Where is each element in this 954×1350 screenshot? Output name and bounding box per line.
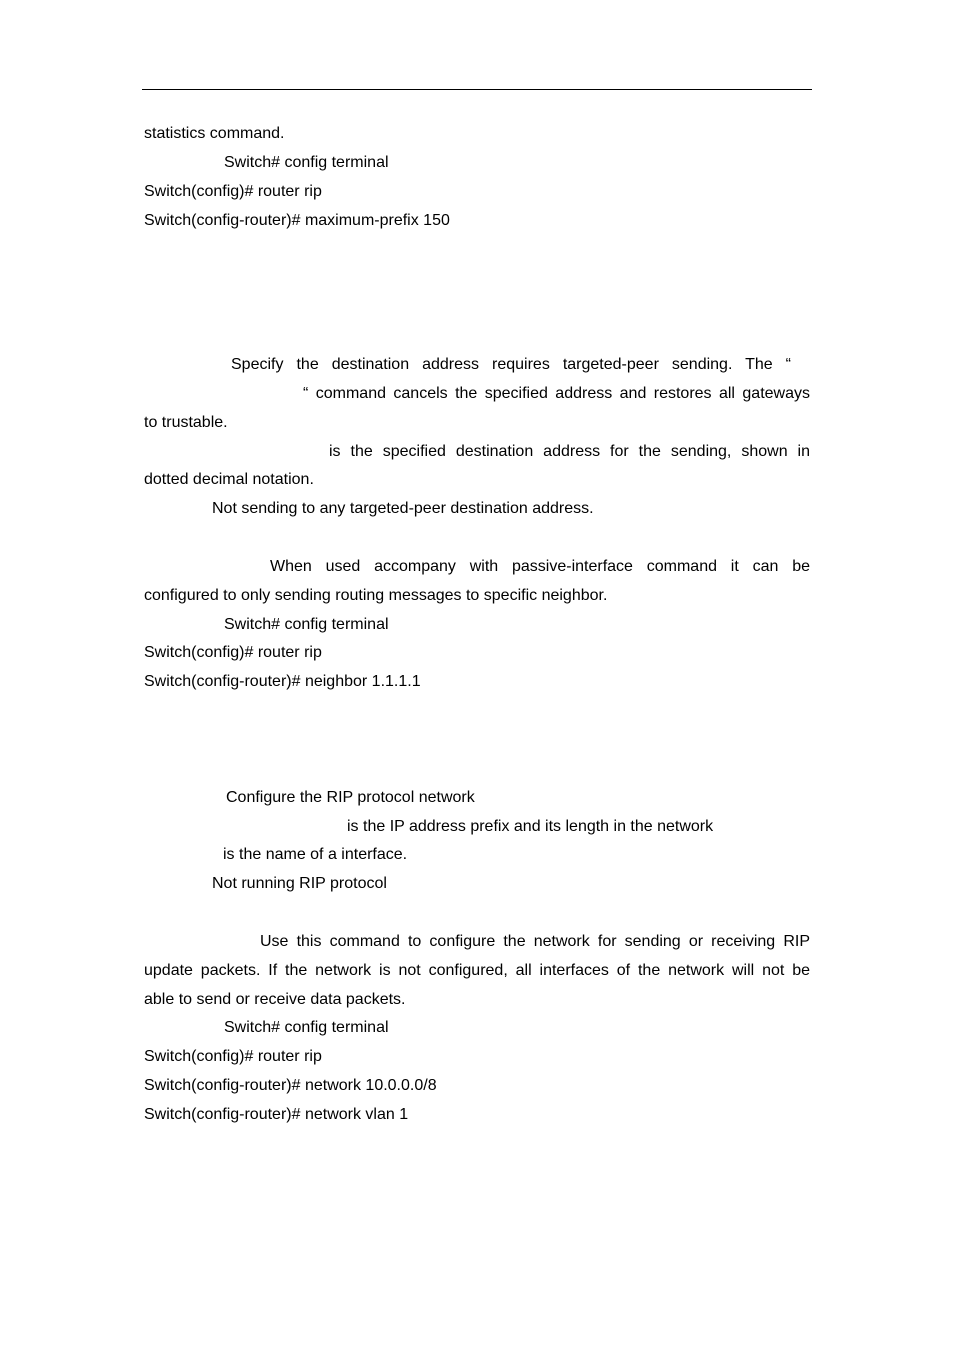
network-default: Not running RIP protocol <box>212 875 387 892</box>
header-rule <box>142 89 812 90</box>
neighbor-function-line: to trustable. <box>144 414 228 431</box>
neighbor-function-line: “ command cancels the specified address and restores all gateways <box>303 385 810 402</box>
network-usage-line: update packets. If the network is not configured, all interfaces of the network will not be <box>144 962 810 979</box>
network-usage-line: able to send or receive data packets. <box>144 991 406 1008</box>
neighbor-function-line: Specify the destination address requires targeted-peer sending. The “ <box>231 356 791 373</box>
neighbor-parameter-line: dotted decimal notation. <box>144 471 314 488</box>
network-example-line: Switch(config-router)# network vlan 1 <box>144 1106 409 1123</box>
neighbor-example-line: Switch(config)# router rip <box>144 644 322 661</box>
maximum-prefix-example-line: Switch(config-router)# maximum-prefix 150 <box>144 212 450 229</box>
neighbor-parameter-line: is the specified destination address for the sending, shown in <box>329 443 810 460</box>
neighbor-usage-line: configured to only sending routing messages to specific neighbor. <box>144 587 608 604</box>
maximum-prefix-example-line: Switch# config terminal <box>224 154 389 171</box>
network-example-line: Switch(config-router)# network 10.0.0.0/8 <box>144 1077 437 1094</box>
network-usage-line: Use this command to configure the network for sending or receiving RIP <box>260 933 810 950</box>
neighbor-usage-line: When used accompany with passive-interface command it can be <box>270 558 810 575</box>
maximum-prefix-example-line: Switch(config)# router rip <box>144 183 322 200</box>
network-example-line: Switch(config)# router rip <box>144 1048 322 1065</box>
neighbor-default: Not sending to any targeted-peer destination address. <box>212 500 594 517</box>
network-parameter-prefix: is the IP address prefix and its length in the network <box>347 818 714 835</box>
network-function: Configure the RIP protocol network <box>226 789 475 806</box>
network-parameter-interface: is the name of a interface. <box>223 846 408 863</box>
network-example-line: Switch# config terminal <box>224 1019 389 1036</box>
neighbor-example-line: Switch(config-router)# neighbor 1.1.1.1 <box>144 673 421 690</box>
neighbor-example-line: Switch# config terminal <box>224 616 389 633</box>
maximum-prefix-description-tail: statistics command. <box>144 125 285 142</box>
